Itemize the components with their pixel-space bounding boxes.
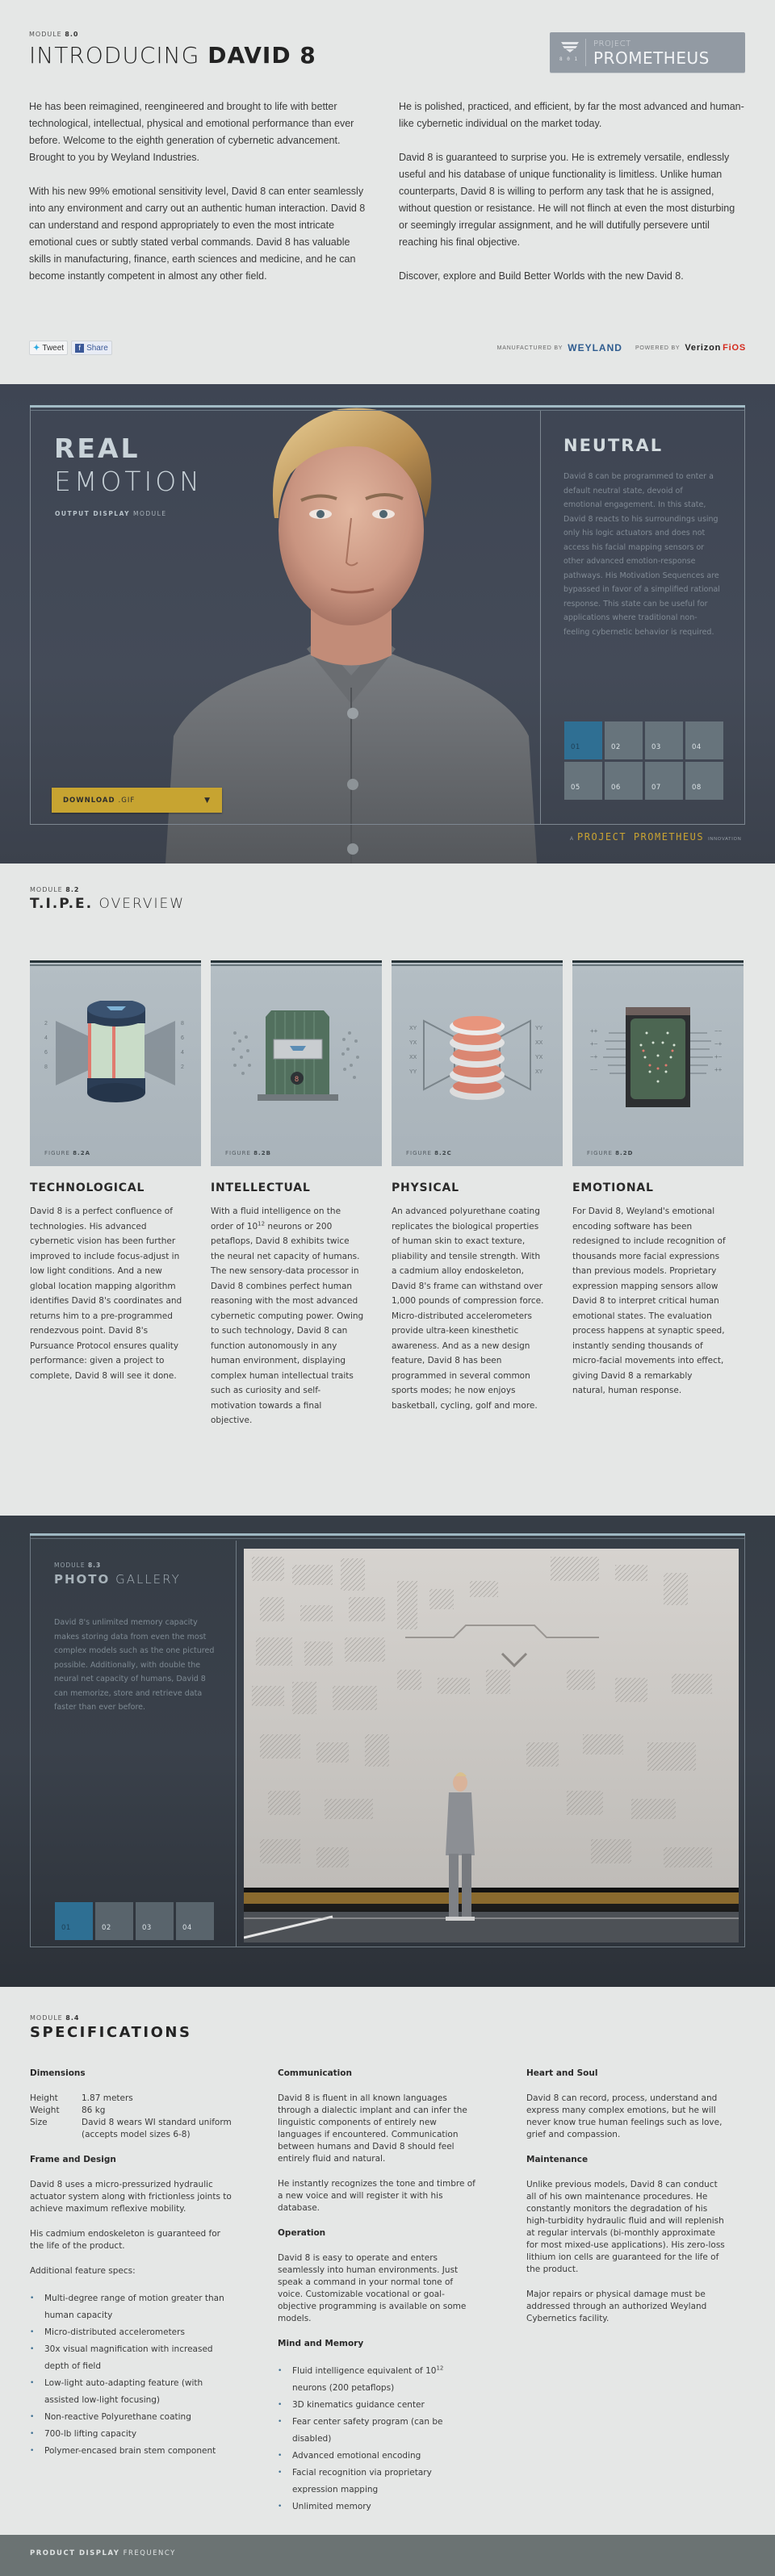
spec-heading: Mind and Memory xyxy=(278,2339,364,2348)
gallery-photo xyxy=(244,1549,739,1942)
figure-emotional xyxy=(572,960,744,1166)
svg-text:+−: +− xyxy=(714,1053,723,1060)
credits: MANUFACTURED BY WEYLAND POWERED BY Verizon FiOS xyxy=(496,342,746,353)
emotion-tile-05[interactable]: 05 xyxy=(564,762,602,800)
dimension-row: Size David 8 wears WI standard uniform (accepts model sizes 6-8) xyxy=(30,2118,232,2139)
intro-right-column xyxy=(399,98,746,302)
spec-column-2: Communication David 8 is fluent in all known languages through a dialectic implant and can infer the linguistic components of entirely new languages if encountered. Communication between humans and David 8 should feel entirely fluid and natural. He instantly recognizes the tone and timbre of a new voice and will register it with his database. Operation David 8 is easy to operate and enters seamlessly into human environments. Just speak a command in your normal tone of voice. Customizable vocational or goal-objective programming is available on some models. Mind and Memory • Fluid intelligence equivalent of $10^{12}$ neurons (200 petaflops) • 3D kinematics guidance center • Fear center safety program (can be disabled) • Advanced emotional encoding • Facial recognition via proprietary expression mapping • Unlimited memory xyxy=(278,2068,480,2528)
verizon-logo[interactable]: Verizon xyxy=(685,343,722,353)
figure-label: FIGURE 8.2C xyxy=(406,1150,452,1156)
project-prometheus-logo[interactable]: 8 0 1 PROJECT PROMETHEUS xyxy=(550,32,745,73)
list-item: • 30x visual magnification with increased depth of field xyxy=(30,2341,232,2375)
tipe-technological: TECHNOLOGICAL David 8 is a perfect confluence of technologies. His advanced cybernetic vision has been further improved to include focus-adjust in low light conditions. And a new global location mapping algorithm identifies David 8's coordinates and returns him to a pre-programmed rendezvous point. David 8's Pursuance Protocol ensures quality performance: given a project to complete, David 8 will see it done. xyxy=(30,1181,182,1381)
dimension-row: Weight 86 kg xyxy=(30,2106,106,2115)
intro-paragraph: He is polished, practiced, and efficient, by far the most advanced and human-like cybernetic individual on the market today. xyxy=(399,101,744,129)
list-item: • Polymer-encased brain stem component xyxy=(30,2443,232,2460)
output-display-label: OUTPUT DISPLAY MODULE xyxy=(55,510,167,517)
figure-intellectual xyxy=(211,960,382,1166)
footer-label: PRODUCT DISPLAY FREQUENCY xyxy=(30,2549,176,2557)
prometheus-innovation-tagline: A PROJECT PROMETHEUS INNOVATION xyxy=(570,831,742,843)
gallery-thumbnails xyxy=(55,1902,214,1940)
figure-physical xyxy=(392,960,563,1166)
svg-text:6: 6 xyxy=(181,1035,184,1041)
list-item: • Advanced emotional encoding xyxy=(278,2448,480,2465)
emotion-tile-08[interactable]: 08 xyxy=(685,762,723,800)
list-item: • 700-lb lifting capacity xyxy=(30,2426,232,2443)
module-label: MODULE 8.0 xyxy=(29,31,79,38)
svg-text:−−: −− xyxy=(590,1066,598,1073)
photo-gallery-section xyxy=(0,1516,775,1987)
gallery-thumb-02[interactable]: 02 xyxy=(95,1902,133,1940)
list-item: • 3D kinematics guidance center xyxy=(278,2397,480,2414)
intro-left-column xyxy=(29,98,368,302)
spec-heading: Communication xyxy=(278,2068,352,2078)
spec-heading: Operation xyxy=(278,2228,326,2238)
intro-section xyxy=(0,0,775,384)
svg-text:XX: XX xyxy=(535,1040,543,1046)
svg-text:++: ++ xyxy=(714,1066,723,1073)
section-title: PHOTO GALLERY xyxy=(54,1572,181,1587)
svg-text:YY: YY xyxy=(535,1026,543,1031)
dimension-row: Height 1.87 meters xyxy=(30,2093,133,2103)
spec-heading: Frame and Design xyxy=(30,2155,116,2164)
tipe-physical: PHYSICAL An advanced polyurethane coating replicates the biological properties of human skin to exact texture, pliability and tensile strength. With a cadmium alloy endoskeleton, David 8's frame can withstand over 1,000 pounds of compression force. Micro-distributed accelerometers provide ultra-keen kinesthetic awareness. And as a new design feature, David 8 has been programmed in several common sports modes; he now enjoys basketball, cycling, golf and more. xyxy=(392,1181,544,1411)
page-title: INTRODUCING DAVID 8 xyxy=(29,42,316,69)
emotion-tile-01[interactable]: 01 xyxy=(564,721,602,759)
figure-label: FIGURE 8.2A xyxy=(44,1150,90,1156)
svg-text:8: 8 xyxy=(295,1075,300,1083)
gallery-thumb-03[interactable]: 03 xyxy=(136,1902,174,1940)
real-emotion-title: REAL EMOTION xyxy=(54,433,203,497)
svg-text:−+: −+ xyxy=(590,1053,598,1060)
logo-divider xyxy=(585,39,586,66)
list-item: • Multi-degree range of motion greater than human capacity xyxy=(30,2290,232,2324)
svg-text:2: 2 xyxy=(44,1021,48,1027)
svg-text:XY: XY xyxy=(535,1069,543,1075)
emotion-state-title: NEUTRAL xyxy=(563,436,664,455)
svg-text:4: 4 xyxy=(181,1050,184,1056)
list-item: • Fear center safety program (can be disabled) xyxy=(278,2414,480,2448)
spec-heading: Heart and Soul xyxy=(526,2068,598,2078)
feature-list xyxy=(30,2290,232,2460)
gallery-description: David 8's unlimited memory capacity makes storing data from even the most complex models such as the one pictured possible. Additionally, with double the neural net capacity of humans, David 8 can memorize, store and retrieve data faster than ever before. xyxy=(54,1618,215,1712)
module-label: MODULE 8.2 xyxy=(30,886,80,893)
svg-text:++: ++ xyxy=(590,1027,598,1035)
figure-label: FIGURE 8.2B xyxy=(225,1150,271,1156)
list-item: • Low-light auto-adapting feature (with assisted low-light focusing) xyxy=(30,2375,232,2409)
emotion-tile-06[interactable]: 06 xyxy=(605,762,643,800)
real-emotion-section xyxy=(0,384,775,864)
download-arrow-icon: ▼ xyxy=(204,796,211,805)
module-label: MODULE 8.4 xyxy=(30,2014,80,2022)
list-item: • Fluid intelligence equivalent of $10^{12}$ neurons (200 petaflops) xyxy=(278,2363,480,2397)
gallery-thumb-01[interactable]: 01 xyxy=(55,1902,93,1940)
svg-text:−−: −− xyxy=(714,1027,723,1035)
module-label: MODULE 8.3 xyxy=(54,1562,102,1569)
emotion-state-description: David 8 can be programmed to enter a default neutral state, devoid of emotional engagement. In this state, David 8 reacts to his surroundings using only his logic actuators and does not access his facial mapping sensors or other advanced emotion-response pathways. His Motivation Sequences are bypassed in favor of a simplified rational response. This state can be useful for applications where traditional non-feeling cybernetic behavior is required. xyxy=(563,472,720,637)
figure-label: FIGURE 8.2D xyxy=(587,1150,634,1156)
tipe-intellectual: INTELLECTUAL With a fluid intelligence on the order of $10^{12}$ neurons or 200 petaflops, David 8 exhibits twice the neural net capacity of humans. The new sensory-data processor in David 8 combines perfect human reasoning with the most advanced cybernetic computing power. Owing to such technology, David 8 can function autonomously in any human environment, displaying complex human intellectual traits such as curiosity and self-motivation towards a final objective. xyxy=(211,1181,364,1425)
emotion-tile-02[interactable]: 02 xyxy=(605,721,643,759)
specifications-section xyxy=(0,1987,775,2526)
list-item: • Micro-distributed accelerometers xyxy=(30,2324,232,2341)
svg-text:YX: YX xyxy=(535,1055,543,1060)
social-buttons xyxy=(29,341,112,355)
emotion-selector-grid xyxy=(564,721,723,800)
spec-heading: Maintenance xyxy=(526,2155,589,2164)
dimensions-table xyxy=(30,2093,232,2141)
mind-memory-list xyxy=(278,2363,480,2515)
footer xyxy=(0,2535,775,2576)
spec-column-1: Dimensions Height 1.87 meters Weight 86 kg Size David 8 wears WI standard uniform (accepts model sizes 6-8) Frame and Design David 8 uses a micro-pressurized hydraulic actuator system along with frictionless joints to achieve maximum reflexive mobility. His cadmium endoskeleton is guaranteed for the life of the product. Additional feature specs: • Multi-degree range of motion greater than human capacity • Micro-distributed accelerometers • 30x visual magnification with increased depth of field • Low-light auto-adapting feature (with assisted low-light focusing) • Non-reactive Polyurethane coating • 700-lb lifting capacity • Polymer-encased brain stem component xyxy=(30,2068,232,2473)
svg-text:8: 8 xyxy=(181,1021,184,1027)
processor-chip-icon xyxy=(211,1001,382,1130)
tipe-overview-section xyxy=(0,864,775,1516)
intro-paragraph: Discover, explore and Build Better Worlds with the new David 8. xyxy=(399,270,684,282)
facebook-icon: f xyxy=(75,344,84,353)
section-title: SPECIFICATIONS xyxy=(30,2024,192,2041)
section-title: T.I.P.E. OVERVIEW xyxy=(30,896,186,912)
svg-text:6: 6 xyxy=(44,1050,48,1056)
svg-text:+−: +− xyxy=(590,1040,598,1048)
svg-text:XY: XY xyxy=(409,1026,417,1031)
list-item: • Facial recognition via proprietary expression mapping xyxy=(278,2465,480,2499)
emotion-divider xyxy=(540,411,541,825)
weyland-wings-icon xyxy=(561,40,579,53)
twitter-bird-icon: ✦ xyxy=(33,343,40,353)
svg-text:4: 4 xyxy=(44,1035,48,1041)
emotion-tile-03[interactable]: 03 xyxy=(645,721,683,759)
cylinder-core-icon xyxy=(30,1001,201,1130)
list-item: • Unlimited memory xyxy=(278,2499,480,2515)
weyland-logo[interactable]: WEYLAND xyxy=(568,342,622,353)
intro-paragraph: He has been reimagined, reengineered and brought to life with better technological, intellectual, physical and emotional performance than ever before. Welcome to the eighth generation of cybernetic advancement. Brought to you by Weyland Industries. xyxy=(29,101,354,163)
face-monitor-icon xyxy=(572,1001,744,1130)
svg-text:8: 8 xyxy=(44,1064,48,1070)
svg-text:−+: −+ xyxy=(714,1040,723,1048)
svg-text:YY: YY xyxy=(409,1069,417,1075)
city-model-photo-image xyxy=(244,1549,739,1942)
intro-paragraph: With his new 99% emotional sensitivity level, David 8 can enter seamlessly into any environment and carry out an authentic human interaction. David 8 can understand and respond appropriately to even the most intricate emotional cues or subtly stated verbal commands. David 8 has valuable skills in manufacturing, finance, earth sciences and medicine, and he can become instantly competent in almost any other field. xyxy=(29,186,366,282)
emotion-tile-07[interactable]: 07 xyxy=(645,762,683,800)
spec-column-3: Heart and Soul David 8 can record, process, understand and express many complex emotions, but he will never know true human feelings such as love, grief and compassion. Maintenance Unlike previous models, David 8 can conduct all of his own maintenance procedures. He constantly monitors the degradation of his high-turbidity hydraulic fluid and will replenish at regular intervals (bi-monthly approximate for most mixed-use applications). His zero-loss lithium ion cells are guaranteed for the life of the product. Major repairs or physical damage must be addressed through an authorized Weyland Cybernetics facility. xyxy=(526,2068,728,2338)
svg-text:XX: XX xyxy=(409,1055,417,1060)
download-gif-button[interactable]: DOWNLOAD .GIF ▼ xyxy=(52,788,222,813)
svg-text:YX: YX xyxy=(409,1040,417,1046)
svg-text:2: 2 xyxy=(181,1064,184,1070)
tweet-button[interactable]: ✦ Tweet xyxy=(29,341,68,355)
intro-paragraph: David 8 is guaranteed to surprise you. He is extremely versatile, endlessly useful and his database of unique functionality is limitless. Unlike human counterparts, David 8 is willing to perform any task that he is assigned, without question or resistance. He will not flinch at even the most disturbing or seemingly irregular assignment, and he will dutifully persevere until reaching his final objective. xyxy=(399,152,735,248)
facebook-share-button[interactable]: f Share xyxy=(71,341,112,355)
emotion-tile-04[interactable]: 04 xyxy=(685,721,723,759)
spec-heading: Dimensions xyxy=(30,2068,86,2078)
layered-tissue-icon xyxy=(392,1001,563,1130)
figure-technological xyxy=(30,960,201,1166)
tipe-emotional: EMOTIONAL For David 8, Weyland's emotional encoding software has been redesigned to include recognition of thousands more facial expressions than previous models. Proprietary expression mapping sensors allow David 8 to interpret critical human emotional states. The evaluation process happens at synaptic speed, instantly sending thousands of micro-facial movements into effect, giving David 8 a remarkably natural, human response. xyxy=(572,1181,726,1395)
list-item: • Non-reactive Polyurethane coating xyxy=(30,2409,232,2426)
gallery-thumb-04[interactable]: 04 xyxy=(176,1902,214,1940)
